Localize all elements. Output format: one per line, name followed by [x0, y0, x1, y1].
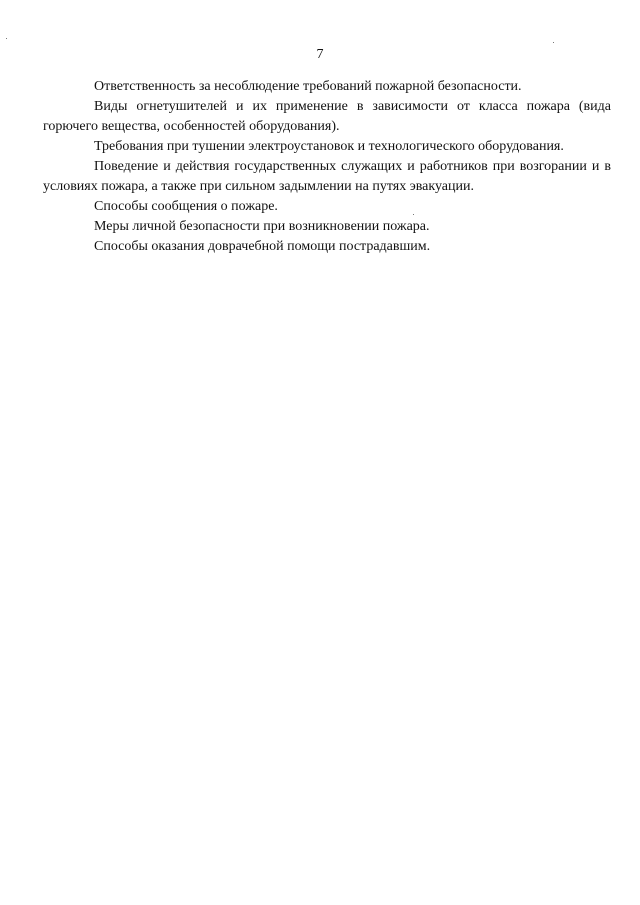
scan-speck [553, 42, 554, 43]
paragraph-electrical-equipment-extinguishing: Требования при тушении электроустановок и технологического оборудования. [94, 139, 564, 154]
page-number: 7 [316, 47, 324, 62]
paragraph-personal-safety-measures: Меры личной безопасности при возникновении пожара. [94, 219, 430, 234]
paragraph-fire-extinguisher-types: Виды огнетушителей и их применение в зависимости от класса пожара (вида горючего вещества, особенностей оборудования). [43, 99, 611, 134]
paragraph-fire-safety-responsibility: Ответственность за несоблюдение требований пожарной безопасности. [94, 79, 522, 94]
scan-speck [6, 38, 7, 39]
paragraph-first-aid-methods: Способы оказания доврачебной помощи пострадавшим. [94, 239, 431, 254]
document-body [43, 77, 611, 257]
paragraph-employee-behavior-during-fire: Поведение и действия государственных служащих и работников при возгорании и в условиях пожара, а также при сильном задымлении на путях эвакуации. [43, 159, 611, 194]
scan-speck [413, 214, 414, 215]
paragraph-fire-reporting-methods: Способы сообщения о пожаре. [94, 199, 278, 214]
